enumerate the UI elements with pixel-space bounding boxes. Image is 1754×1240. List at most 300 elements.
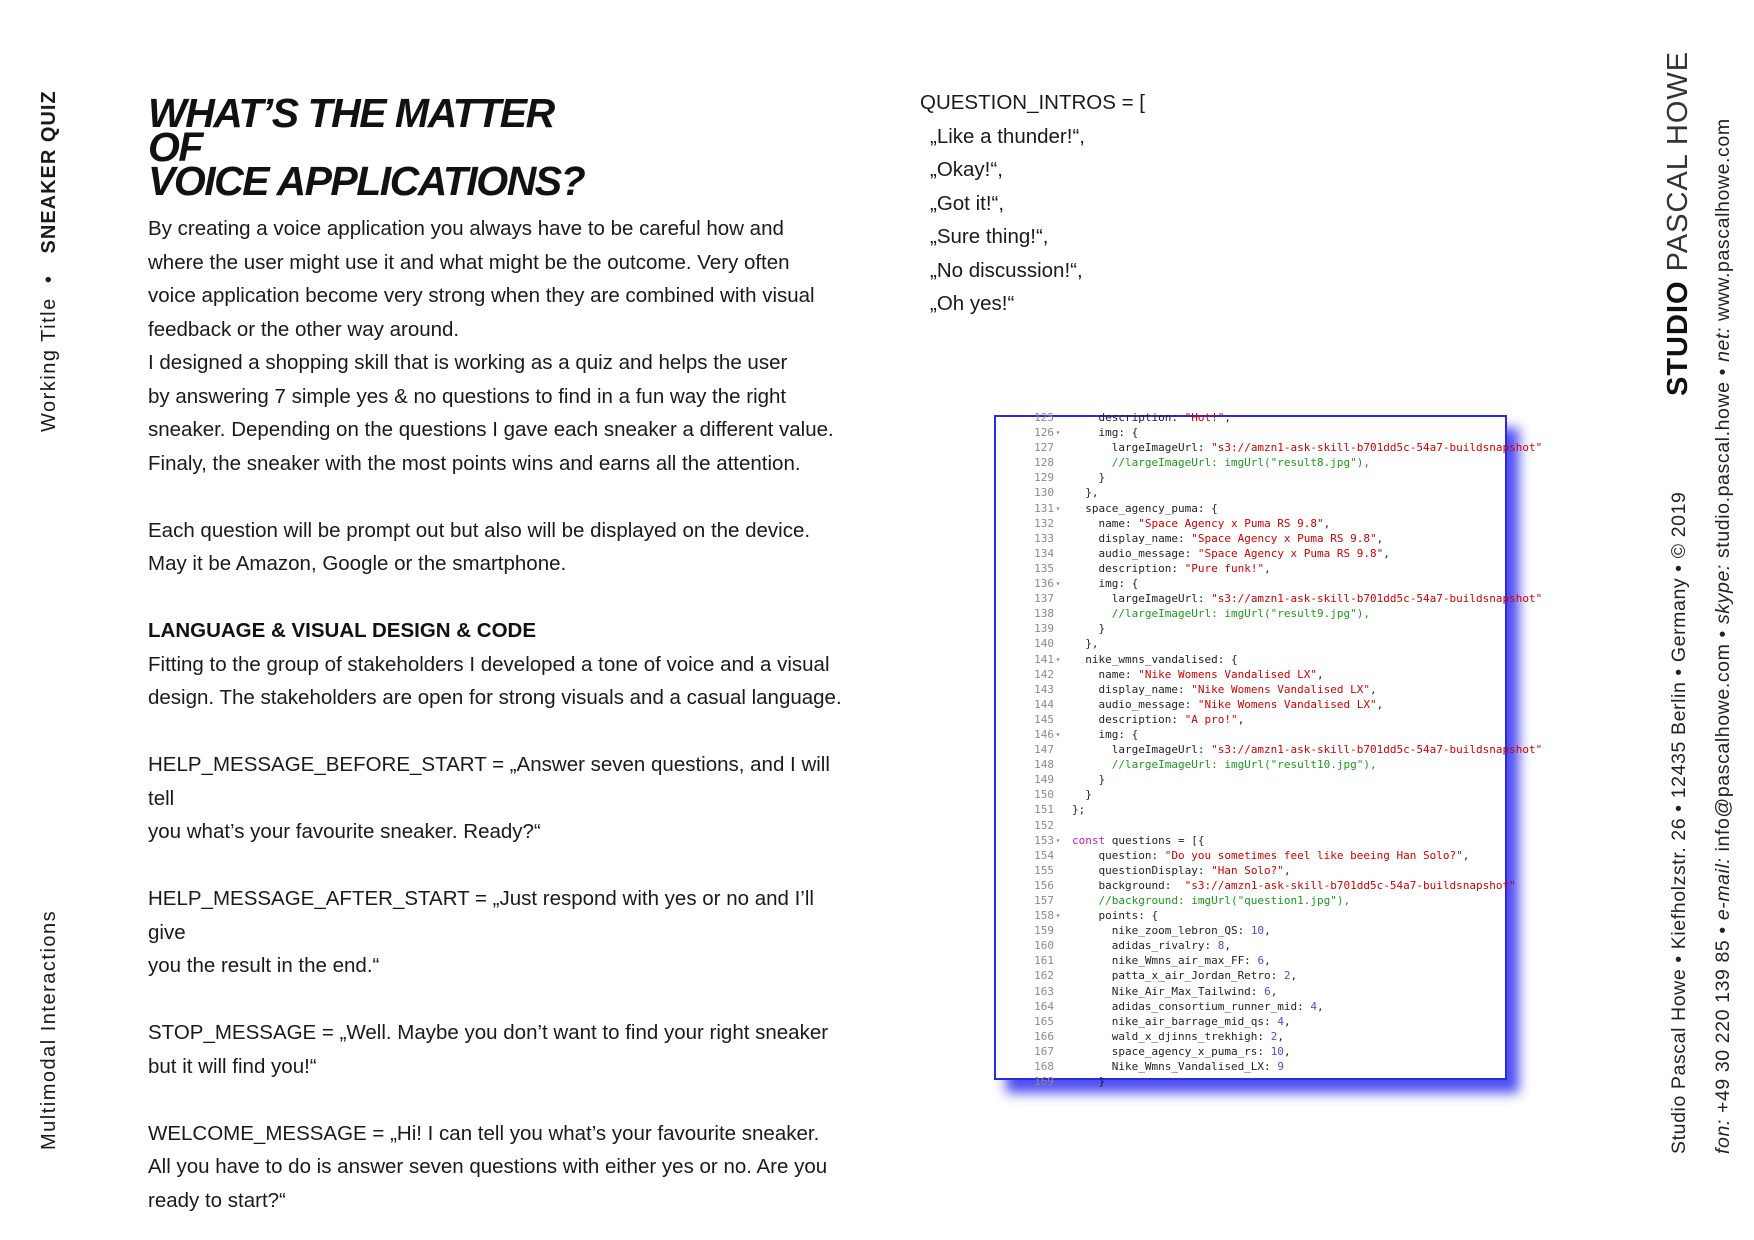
code-line (996, 561, 1505, 576)
fold-arrow-icon (1054, 818, 1062, 833)
line-number: 141 (1034, 652, 1054, 666)
line-number: 128 (1034, 456, 1054, 470)
fold-arrow-icon (1054, 968, 1062, 983)
line-number: 150 (1034, 788, 1054, 802)
line-number: 125 (1034, 411, 1054, 424)
code-token: "Space Agency x Puma RS 9.8" (1191, 531, 1377, 545)
fold-arrow-icon: ▾ (1055, 579, 1061, 589)
title-line: WHAT’S THE MATTER (148, 90, 554, 136)
code-line (996, 546, 1505, 561)
fold-arrow-icon (1054, 531, 1062, 546)
code-token: adidas_consortium_runner_mid: (1072, 999, 1311, 1013)
code-text (1062, 591, 1542, 606)
text-line: you what’s your favourite sneaker. Ready?“ (148, 820, 541, 843)
fold-arrow-icon (1054, 1074, 1062, 1089)
line-number: 161 (1034, 954, 1054, 968)
code-token: , (1383, 546, 1390, 560)
code-token: "s3://amzn1-ask-skill-b701dd5c-54a7-buildsnapshot" (1211, 441, 1543, 455)
email-link[interactable]: info@pascalhowe.com (1712, 643, 1734, 852)
code-token: "Hot!" (1184, 411, 1225, 424)
project-name: SNEAKER QUIZ (38, 90, 60, 254)
text-line: Each question will be prompt out but also will be displayed on the device. (148, 518, 811, 542)
code-text (1062, 848, 1469, 863)
code-text (1062, 455, 1370, 470)
code-line (996, 697, 1505, 712)
title-line: OF (148, 124, 202, 170)
fold-arrow-icon (1054, 787, 1062, 802)
fold-arrow-icon (1054, 999, 1062, 1014)
line-number: 135 (1034, 561, 1054, 575)
code-screenshot (994, 411, 1543, 1089)
code-token: "s3://amzn1-ask-skill-b701dd5c-54a7-buildsnapshot" (1184, 878, 1516, 892)
line-number: 145 (1034, 712, 1054, 726)
code-text (1062, 968, 1297, 983)
line-number: 165 (1034, 1014, 1054, 1028)
website-link[interactable]: www.pascalhowe.com (1712, 118, 1734, 321)
code-text (1062, 697, 1383, 712)
code-token: "Nike Womens Vandalised LX" (1197, 697, 1377, 711)
code-token: largeImageUrl: (1072, 441, 1212, 455)
fold-arrow-icon (1054, 667, 1062, 682)
intro-item: „Oh yes!“ (930, 292, 1015, 315)
code-token: display_name: (1072, 531, 1192, 545)
line-number: 147 (1034, 743, 1054, 757)
fold-arrow-icon (1054, 470, 1062, 485)
code-token: wald_x_djinns_trekhigh: (1072, 1029, 1271, 1043)
code-line (996, 893, 1505, 908)
code-line (996, 999, 1505, 1014)
code-text (1062, 802, 1085, 817)
code-token: 4 (1277, 1014, 1284, 1028)
text-line: Fitting to the group of stakeholders I developed a tone of voice and a visual (148, 652, 830, 676)
code-line (996, 425, 1505, 440)
code-token: adidas_rivalry: (1072, 939, 1218, 953)
line-number: 148 (1034, 758, 1054, 772)
code-token: , (1376, 697, 1384, 711)
code-line (996, 516, 1505, 531)
code-text (1062, 606, 1370, 621)
fold-arrow-icon (1054, 1014, 1062, 1029)
code-line (996, 410, 1505, 425)
code-token: nike_wmns_vandalised: { (1072, 652, 1238, 666)
code-token: description: (1072, 712, 1185, 726)
code-line (996, 621, 1505, 636)
code-token: nike_Wmns_air_max_FF: (1072, 954, 1258, 968)
code-token: 10 (1270, 1044, 1284, 1058)
intro-item: „Like a thunder!“, (930, 124, 1085, 148)
code-line (996, 591, 1543, 606)
code-token: 10 (1250, 924, 1265, 938)
device-paragraph (148, 514, 848, 581)
code-line (996, 1014, 1505, 1029)
code-line (996, 455, 1505, 470)
fold-arrow-icon (1054, 410, 1062, 425)
fold-arrow-icon (1054, 1044, 1062, 1059)
line-number: 155 (1034, 863, 1054, 877)
code-line (996, 576, 1505, 591)
fold-arrow-icon (1054, 591, 1062, 606)
line-number: 158 (1034, 909, 1054, 923)
code-line (996, 501, 1505, 516)
title-line: VOICE APPLICATIONS? (148, 158, 585, 204)
separator: • (1712, 920, 1734, 940)
fold-arrow-icon: ▾ (1055, 428, 1061, 438)
code-token: , (1376, 531, 1384, 545)
code-token: name: (1072, 667, 1139, 681)
fold-arrow-icon (1054, 621, 1062, 636)
fold-arrow-icon (1054, 636, 1062, 651)
code-text (1062, 561, 1271, 576)
code-token: } (1072, 1075, 1106, 1089)
main-column (148, 90, 848, 1217)
code-token: "A pro!" (1184, 712, 1238, 726)
email-label: e-mail: (1712, 857, 1734, 921)
text-line: Finaly, the sneaker with the most points wins and earns all the attention. (148, 451, 801, 475)
code-text (1062, 1074, 1105, 1089)
fold-arrow-icon (1054, 697, 1062, 712)
code-text (1062, 863, 1291, 878)
side-label-working-title: Working Title • SNEAKER QUIZ (38, 90, 60, 432)
help-before-start-message (148, 748, 848, 849)
code-token: , (1370, 682, 1377, 696)
code-token: "Nike Womens Vandalised LX" (1191, 682, 1371, 696)
code-line (996, 772, 1505, 787)
code-token: "Pure funk!" (1184, 561, 1265, 575)
code-line (996, 968, 1505, 983)
page-title (148, 90, 848, 204)
line-number: 157 (1034, 894, 1054, 907)
help-after-start-message (148, 882, 848, 983)
code-token: display_name: (1072, 682, 1192, 696)
code-token: "Nike Womens Vandalised LX" (1138, 667, 1318, 681)
code-token: , (1264, 924, 1271, 938)
fold-arrow-icon: ▾ (1055, 729, 1061, 739)
code-token: "Space Agency x Puma RS 9.8" (1138, 516, 1324, 530)
line-number: 143 (1034, 682, 1054, 696)
code-text (1062, 667, 1324, 682)
separator: • (1712, 361, 1734, 382)
line-number: 142 (1034, 667, 1054, 681)
fold-arrow-icon (1054, 440, 1062, 455)
code-token: "Do you sometimes feel like beeing Han Solo?" (1164, 848, 1463, 862)
intro-item: „No discussion!“, (930, 258, 1083, 282)
code-token: questionDisplay: (1072, 863, 1212, 877)
fold-arrow-icon (1054, 938, 1062, 953)
line-number: 168 (1034, 1060, 1054, 1074)
code-token: const (1072, 833, 1106, 847)
code-token: } (1072, 471, 1106, 485)
intro-item: „Sure thing!“, (930, 225, 1049, 248)
text-line: by answering 7 simple yes & no questions to find in a fun way the right (148, 384, 787, 408)
code-text (1062, 516, 1330, 531)
code-text (1062, 652, 1238, 667)
code-line (996, 757, 1505, 772)
code-line (996, 652, 1505, 667)
side-label-category: Multimodal Interactions (38, 909, 60, 1150)
code-token: , (1317, 667, 1324, 681)
line-number: 159 (1034, 924, 1054, 938)
fold-arrow-icon (1054, 863, 1062, 878)
code-line (996, 923, 1505, 938)
fold-arrow-icon (1054, 606, 1062, 621)
code-line (996, 440, 1543, 455)
code-line (996, 727, 1505, 742)
line-number: 139 (1034, 622, 1054, 636)
code-token: }, (1072, 486, 1099, 500)
code-token: , (1277, 1029, 1284, 1043)
code-token: description: (1072, 411, 1185, 424)
fold-arrow-icon (1054, 878, 1062, 893)
code-token: largeImageUrl: (1072, 743, 1212, 757)
line-number: 151 (1034, 803, 1054, 817)
fold-arrow-icon (1054, 561, 1062, 576)
code-line (996, 848, 1505, 863)
fold-arrow-icon (1054, 1029, 1062, 1044)
code-line (996, 908, 1505, 923)
code-token: "s3://amzn1-ask-skill-b701dd5c-54a7-buildsnapshot" (1211, 592, 1543, 606)
code-line (996, 606, 1505, 621)
code-token: } (1072, 622, 1106, 636)
code-text (1062, 1044, 1291, 1059)
line-number: 162 (1034, 969, 1054, 983)
fold-arrow-icon (1054, 953, 1062, 968)
code-line (996, 818, 1505, 833)
line-number: 129 (1034, 471, 1054, 485)
code-text (1062, 546, 1390, 561)
line-number: 156 (1034, 878, 1054, 892)
code-line (996, 953, 1505, 968)
brand-bold: STUDIO (1662, 280, 1694, 396)
fold-arrow-icon (1054, 682, 1062, 697)
fold-arrow-icon (1054, 772, 1062, 787)
code-token: 2 (1283, 969, 1291, 983)
working-title-text: Working Title (38, 297, 60, 432)
code-token: }, (1072, 637, 1099, 651)
contact-line (1712, 118, 1735, 1154)
code-text (1062, 938, 1231, 953)
fold-arrow-icon (1054, 802, 1062, 817)
fold-arrow-icon (1054, 923, 1062, 938)
code-token: //largeImageUrl: imgUrl("result10.jpg"), (1072, 758, 1377, 772)
fold-arrow-icon (1054, 757, 1062, 772)
code-text (1062, 440, 1542, 455)
code-text (1062, 531, 1383, 546)
fold-arrow-icon (1054, 1059, 1062, 1074)
code-token: questions = [{ (1105, 833, 1205, 847)
fold-arrow-icon: ▾ (1055, 503, 1061, 513)
code-token: img: { (1072, 727, 1139, 741)
code-token: points: { (1072, 909, 1159, 923)
code-line (996, 682, 1505, 697)
fold-arrow-icon (1054, 848, 1062, 863)
fold-arrow-icon (1054, 984, 1062, 999)
code-token: , (1283, 863, 1291, 877)
skype-label: skype: (1712, 564, 1734, 625)
text-line: ready to start?“ (148, 1188, 286, 1212)
code-line (996, 1029, 1505, 1044)
text-line: WELCOME_MESSAGE = „Hi! I can tell you what’s your favourite sneaker. (148, 1121, 820, 1145)
studio-logo (1662, 51, 1695, 396)
code-line (996, 1044, 1505, 1059)
code-token: } (1072, 773, 1106, 787)
fold-arrow-icon: ▾ (1055, 835, 1061, 845)
code-token: Nike_Wmns_Vandalised_LX: (1072, 1060, 1278, 1074)
code-token: 4 (1310, 999, 1318, 1013)
code-lines (996, 410, 1543, 1089)
line-number: 160 (1034, 939, 1054, 953)
fold-arrow-icon (1054, 742, 1062, 757)
code-token: img: { (1072, 426, 1139, 440)
code-text (1062, 425, 1138, 440)
code-token: , (1224, 411, 1231, 424)
text-line: sneaker. Depending on the questions I gave each sneaker a different value. (148, 418, 834, 441)
line-number: 153 (1034, 833, 1054, 847)
code-line (996, 984, 1505, 999)
line-number: 149 (1034, 773, 1054, 787)
code-token: } (1072, 788, 1092, 802)
code-token: patta_x_air_Jordan_Retro: (1072, 969, 1284, 983)
line-number: 164 (1034, 999, 1054, 1013)
code-text (1062, 470, 1105, 485)
line-number: 166 (1034, 1029, 1054, 1043)
skype-handle: studio.pascal.howe (1712, 381, 1734, 559)
phone-number: +49 30 220 139 85 (1712, 939, 1734, 1114)
code-text (1062, 999, 1324, 1014)
code-line (996, 1074, 1505, 1089)
code-line (996, 742, 1543, 757)
text-line: feedback or the other way around. (148, 317, 460, 341)
fold-arrow-icon (1054, 893, 1062, 908)
code-text (1062, 984, 1277, 999)
code-line (996, 470, 1505, 485)
code-text (1062, 501, 1218, 516)
line-number: 140 (1034, 637, 1054, 651)
line-number: 167 (1034, 1044, 1054, 1058)
code-text (1062, 787, 1092, 802)
line-number: 163 (1034, 984, 1054, 998)
text-line: I designed a shopping skill that is working as a quiz and helps the user (148, 351, 788, 374)
line-number: 130 (1034, 486, 1054, 500)
code-line (996, 863, 1505, 878)
code-text (1062, 893, 1350, 908)
code-token: audio_message: (1072, 697, 1198, 711)
text-line: HELP_MESSAGE_BEFORE_START = „Answer seven questions, and I will tell (148, 753, 830, 810)
code-token: 6 (1257, 954, 1265, 968)
line-number: 131 (1034, 501, 1054, 515)
fold-arrow-icon (1054, 485, 1062, 500)
code-text (1062, 1014, 1291, 1029)
code-token: 8 (1217, 939, 1225, 953)
fold-arrow-icon (1054, 516, 1062, 531)
code-text (1062, 772, 1105, 787)
line-number: 152 (1034, 818, 1054, 832)
line-number: 137 (1034, 592, 1054, 606)
code-token: img: { (1072, 577, 1139, 591)
code-token: largeImageUrl: (1072, 592, 1212, 606)
text-line: you the result in the end.“ (148, 954, 380, 977)
code-text (1062, 621, 1105, 636)
code-token: , (1264, 561, 1271, 575)
code-token: description: (1072, 561, 1185, 575)
code-token: 6 (1264, 984, 1271, 998)
code-text (1062, 576, 1138, 591)
line-number: 127 (1034, 441, 1054, 455)
code-token: //largeImageUrl: imgUrl("result8.jpg"), (1072, 456, 1371, 470)
code-token: }; (1072, 803, 1086, 817)
line-number: 154 (1034, 848, 1054, 862)
line-number: 138 (1034, 607, 1054, 621)
code-text (1062, 682, 1377, 697)
intros-header: QUESTION_INTROS = [ (920, 91, 1145, 114)
text-line: where the user might use it and what might be the outcome. Very often (148, 250, 790, 274)
text-line: By creating a voice application you always have to be careful how and (148, 217, 784, 240)
separator: • (1712, 624, 1734, 644)
code-token: 2 (1270, 1029, 1278, 1043)
code-text (1062, 953, 1271, 968)
code-text (1062, 712, 1244, 727)
fold-arrow-icon: ▾ (1055, 654, 1061, 664)
code-text (1062, 742, 1542, 757)
brand-light: PASCAL HOWE (1662, 50, 1694, 272)
code-token: , (1270, 984, 1278, 998)
code-text (1062, 757, 1377, 772)
code-text (1062, 818, 1072, 833)
question-intros (920, 86, 1145, 321)
code-token: "Space Agency x Puma RS 9.8" (1197, 546, 1384, 560)
text-line: but it will find you!“ (148, 1054, 317, 1078)
intro-item: „Got it!“, (930, 191, 1005, 215)
line-number: 134 (1034, 546, 1054, 560)
net-label: net: (1712, 326, 1734, 362)
line-number: 126 (1034, 426, 1054, 440)
code-line (996, 1059, 1505, 1074)
code-token: , (1283, 1044, 1291, 1058)
line-number: 136 (1034, 577, 1054, 591)
code-line (996, 833, 1505, 848)
section-heading: LANGUAGE & VISUAL DESIGN & CODE (148, 619, 537, 642)
code-text (1062, 908, 1158, 923)
line-number: 146 (1034, 727, 1054, 741)
code-token: , (1283, 1014, 1291, 1028)
code-line (996, 485, 1505, 500)
code-token: , (1237, 712, 1245, 726)
code-text (1062, 1059, 1284, 1074)
address-line: Studio Pascal Howe • Kiefholzstr. 26 • 12435 Berlin • Germany • © 2019 (1668, 491, 1690, 1154)
code-token: nike_air_barrage_mid_qs: (1072, 1014, 1278, 1028)
code-token: "s3://amzn1-ask-skill-b701dd5c-54a7-buildsnapshot" (1211, 743, 1543, 757)
design-paragraph (148, 648, 848, 715)
code-line (996, 802, 1505, 817)
code-token: , (1323, 516, 1331, 530)
code-token: , (1290, 969, 1298, 983)
text-line: HELP_MESSAGE_AFTER_START = „Just respond with yes or no and I’ll give (148, 887, 814, 944)
code-text (1062, 923, 1271, 938)
code-token: , (1317, 999, 1324, 1013)
code-text (1062, 410, 1231, 425)
line-number: 132 (1034, 516, 1054, 530)
code-token: //largeImageUrl: imgUrl("result9.jpg"), (1072, 607, 1371, 621)
fon-label: fon: (1712, 1119, 1734, 1154)
intro-paragraph (148, 212, 848, 480)
text-line: May it be Amazon, Google or the smartphone. (148, 552, 567, 575)
line-number: 133 (1034, 531, 1054, 545)
code-token: 9 (1277, 1060, 1284, 1074)
code-text (1062, 833, 1204, 848)
line-number: 169 (1034, 1075, 1054, 1089)
stop-message (148, 1016, 848, 1083)
code-text (1062, 727, 1138, 742)
text-line: STOP_MESSAGE = „Well. Maybe you don’t want to find your right sneaker (148, 1021, 829, 1044)
